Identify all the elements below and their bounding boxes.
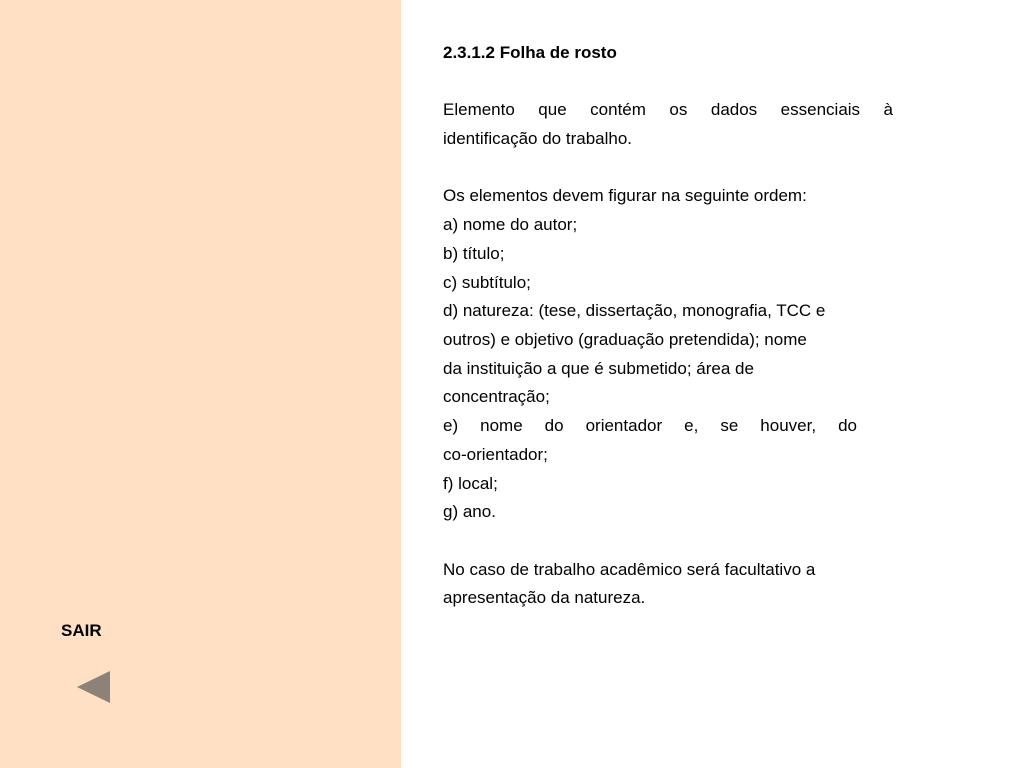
list-item-c: c) subtítulo; <box>443 272 531 292</box>
list-item-d-line-2: outros) e objetivo (graduação pretendida); nome <box>443 330 807 349</box>
closing-line-1: No caso de trabalho acadêmico será facultativo a <box>443 559 816 579</box>
list-item-f: f) local; <box>443 473 498 493</box>
order-intro: Os elementos devem figurar na seguinte ordem: <box>443 186 807 206</box>
list-item-e-line-1: e) nome do orientador e, se houver, do <box>443 416 857 436</box>
list-item-d-line-4: concentração; <box>443 387 550 407</box>
back-button[interactable] <box>77 671 111 703</box>
list-item-e-line-2: co-orientador; <box>443 444 548 464</box>
content-area <box>443 39 893 613</box>
list-item-g: g) ano. <box>443 502 496 522</box>
closing-line-2: apresentação da natureza. <box>443 588 646 608</box>
list-item-b: b) título; <box>443 243 505 263</box>
list-item-d-line-1: d) natureza: (tese, dissertação, monografia, TCC e <box>443 301 826 321</box>
list-item-a: a) nome do autor; <box>443 215 578 235</box>
page-title: 2.3.1.2 Folha de rosto <box>443 43 617 62</box>
sidebar <box>0 0 401 768</box>
intro-line-1: Elemento que contém os dados essenciais à <box>443 100 893 120</box>
list-item-d-line-3: da instituição a que é submetido; área de <box>443 358 754 378</box>
triangle-left-icon <box>77 671 111 703</box>
exit-button[interactable]: SAIR <box>61 621 102 640</box>
intro-line-2: identificação do trabalho. <box>443 129 633 149</box>
